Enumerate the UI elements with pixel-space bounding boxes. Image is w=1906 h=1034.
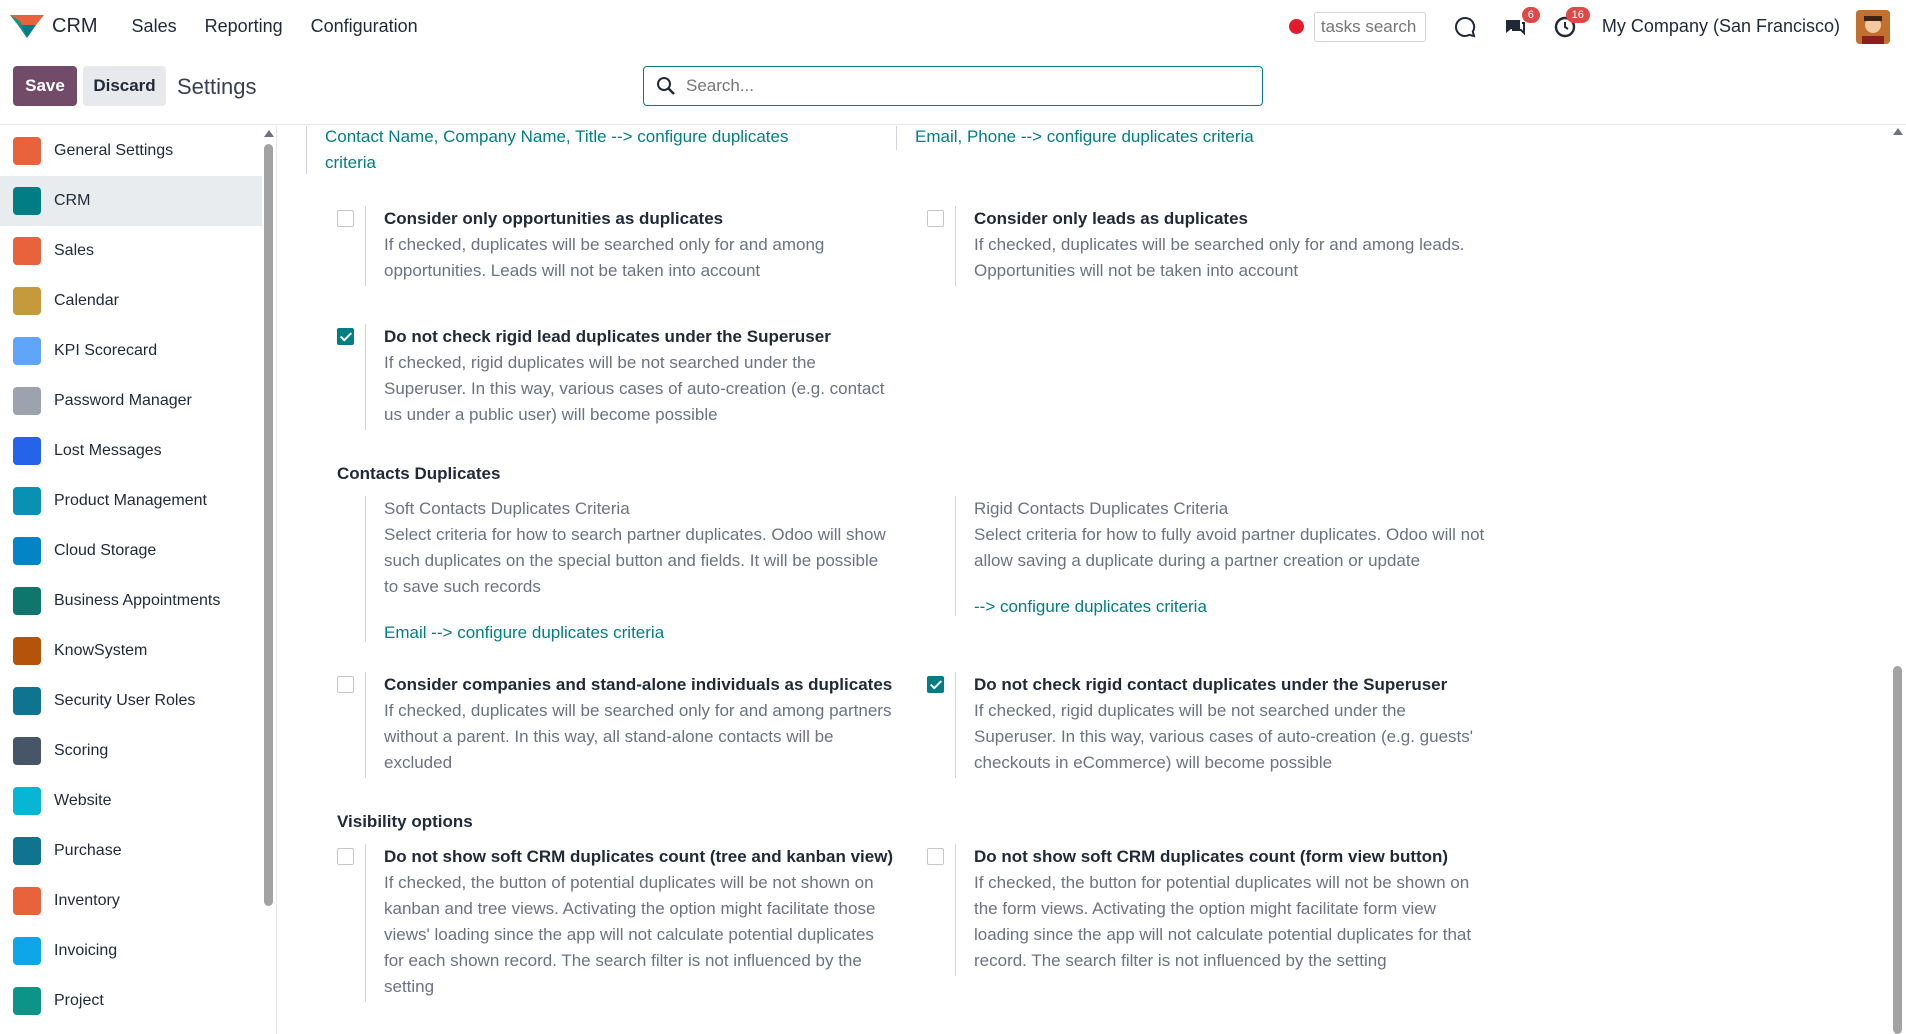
setting-companies-individuals [337, 672, 897, 778]
setting-title: Consider only leads as duplicates [974, 209, 1248, 228]
sidebar-scrollbar[interactable] [264, 144, 273, 906]
sidebar-item-scoring[interactable] [0, 726, 262, 776]
control-panel [0, 53, 1906, 125]
app-brand[interactable] [10, 0, 98, 53]
sidebar-item-label: Calendar [54, 292, 119, 309]
menu-reporting[interactable]: Reporting [204, 15, 283, 36]
settings-sidebar [0, 126, 277, 1034]
cloud-storage-icon [13, 537, 41, 565]
rigid-contacts-criteria-link[interactable]: --> configure duplicates criteria [974, 597, 1207, 616]
company-switcher[interactable]: My Company (San Francisco) [1601, 16, 1840, 36]
rigid-contact-superuser-checkbox[interactable] [927, 676, 944, 693]
soft-leads-criteria-link[interactable]: Contact Name, Company Name, Title --> configure duplicates criteria [325, 127, 789, 172]
knowsystem-icon [13, 637, 41, 665]
settings-search-box[interactable] [643, 66, 1263, 106]
settings-content [278, 126, 1906, 1034]
leads-only-checkbox[interactable] [927, 210, 944, 227]
sidebar-item-purchase[interactable] [0, 826, 262, 876]
purchase-icon [13, 837, 41, 865]
sidebar-item-label: Website [54, 792, 112, 809]
navbar-right [1289, 0, 1906, 53]
sidebar-item-crm[interactable] [0, 176, 262, 226]
sidebar-item-label: Business Appointments [54, 592, 221, 609]
sidebar-item-cloud-storage[interactable] [0, 526, 262, 576]
soft-leads-criteria-block [306, 126, 836, 174]
inventory-icon [13, 887, 41, 915]
sidebar-item-label: KnowSystem [54, 642, 148, 659]
setting-description: If checked, rigid duplicates will be not searched under the Superuser. In this way, various cases of auto-creation (e.g. guests' checkouts in eCommerce) will become possible [974, 701, 1474, 772]
sidebar-item-general-settings[interactable] [0, 126, 262, 176]
setting-description: If checked, duplicates will be searched only for and among opportunities. Leads will not be taken into account [384, 235, 825, 280]
crm-icon [13, 187, 41, 215]
setting-description: If checked, rigid duplicates will be not searched under the Superuser. In this way, various cases of auto-creation (e.g. contact us under a public user) will become possible [384, 353, 885, 424]
setting-leads-only [927, 206, 1487, 286]
sidebar-item-label: CRM [54, 192, 91, 209]
top-navbar [0, 0, 1906, 53]
calendar-icon [13, 287, 41, 315]
content-scroll-up-icon[interactable] [1893, 128, 1903, 135]
recording-dot-icon[interactable] [1289, 19, 1304, 34]
lost-messages-icon [13, 437, 41, 465]
sidebar-item-calendar[interactable] [0, 276, 262, 326]
menu-sales[interactable]: Sales [131, 15, 177, 36]
crm-logo-icon [10, 13, 44, 39]
setting-hide-form-button-count [927, 844, 1487, 976]
sidebar-item-label: Cloud Storage [54, 542, 157, 559]
sidebar-item-label: Product Management [54, 492, 207, 509]
sidebar-item-label: Password Manager [54, 392, 192, 409]
search-icon [656, 76, 676, 96]
sidebar-item-project[interactable] [0, 976, 262, 1026]
setting-description: If checked, the button of potential duplicates will be not shown on kanban and tree views. Activating the option might facilitate those views' loading since the app will not calculate potential duplicates for each shown record. The search filter is not influenced by the setting [384, 873, 876, 996]
settings-search-input[interactable] [686, 76, 1246, 96]
contacts-duplicates-heading: Contacts Duplicates [337, 464, 501, 483]
discuss-icon[interactable] [1452, 14, 1478, 40]
setting-title: Consider companies and stand-alone individuals as duplicates [384, 675, 893, 694]
sidebar-item-inventory[interactable] [0, 876, 262, 926]
messages-badge: 6 [1522, 7, 1540, 23]
sidebar-item-label: General Settings [54, 142, 174, 159]
sidebar-item-knowsystem[interactable] [0, 626, 262, 676]
setting-hide-tree-kanban-count [337, 844, 897, 1002]
companies-individuals-checkbox[interactable] [337, 676, 354, 693]
setting-title: Do not check rigid contact duplicates under the Superuser [974, 675, 1448, 694]
sidebar-item-kpi-scorecard[interactable] [0, 326, 262, 376]
setting-subtitle: Soft Contacts Duplicates Criteria [384, 499, 630, 518]
setting-description: If checked, duplicates will be searched only for and among leads. Opportunities will not be taken into account [974, 235, 1465, 280]
rigid-leads-criteria-link[interactable]: Email, Phone --> configure duplicates criteria [915, 127, 1254, 146]
setting-description: If checked, duplicates will be searched only for and among partners without a parent. In this way, all stand-alone contacts will be excluded [384, 701, 892, 772]
messages-icon[interactable] [1502, 8, 1534, 40]
setting-title: Consider only opportunities as duplicates [384, 209, 724, 228]
page-title: Settings [177, 74, 257, 99]
setting-description: Select criteria for how to search partner duplicates. Odoo will show such duplicates on the special button and fields. It will be possible to save such records [384, 525, 886, 596]
setting-rigid-contacts-criteria [927, 496, 1487, 616]
project-icon [13, 987, 41, 1015]
sidebar-item-label: Inventory [54, 892, 120, 909]
website-icon [13, 787, 41, 815]
user-avatar[interactable] [1856, 10, 1890, 44]
sidebar-item-security-user-roles[interactable] [0, 676, 262, 726]
menu-configuration[interactable]: Configuration [310, 15, 418, 36]
sidebar-scroll-up-icon[interactable] [264, 130, 274, 137]
sidebar-item-label: Lost Messages [54, 442, 162, 459]
setting-rigid-lead-superuser [337, 324, 897, 430]
tasks-search-input[interactable] [1314, 12, 1426, 42]
general-settings-icon [13, 137, 41, 165]
setting-description: Select criteria for how to fully avoid partner duplicates. Odoo will not allow saving a duplicate during a partner creation or update [974, 525, 1485, 570]
setting-rigid-contact-superuser [927, 672, 1487, 778]
top-menu [118, 16, 432, 37]
visibility-options-heading: Visibility options [337, 812, 473, 831]
content-scrollbar[interactable] [1893, 666, 1902, 1034]
product-management-icon [13, 487, 41, 515]
sidebar-item-business-appointments[interactable] [0, 576, 262, 626]
password-manager-icon [13, 387, 41, 415]
setting-opportunities-only [337, 206, 897, 286]
app-name: CRM [52, 14, 98, 37]
setting-description: If checked, the button for potential duplicates will not be shown on the form views. Activating the option might facilitate form view loading since the app will not calculate potential duplicates for that record. The search filter is not influenced by the setting [974, 873, 1472, 970]
security-user-roles-icon [13, 687, 41, 715]
sidebar-item-password-manager[interactable] [0, 376, 262, 426]
sidebar-item-label: KPI Scorecard [54, 342, 158, 359]
hide-form-button-count-checkbox[interactable] [927, 848, 944, 865]
setting-title: Do not show soft CRM duplicates count (form view button) [974, 847, 1449, 866]
rigid-lead-superuser-checkbox[interactable] [337, 328, 354, 345]
sidebar-item-label: Invoicing [54, 942, 118, 959]
hide-tree-kanban-count-checkbox[interactable] [337, 848, 354, 865]
setting-title: Do not show soft CRM duplicates count (tree and kanban view) [384, 847, 894, 866]
save-button[interactable]: Save [13, 66, 77, 106]
sidebar-item-label: Sales [54, 242, 95, 259]
sidebar-item-lost-messages[interactable] [0, 426, 262, 476]
soft-contacts-criteria-link[interactable]: Email --> configure duplicates criteria [384, 623, 665, 642]
sidebar-item-label: Purchase [54, 842, 122, 859]
sidebar-item-website[interactable] [0, 776, 262, 826]
sidebar-item-sales[interactable] [0, 226, 262, 276]
sidebar-item-label: Scoring [54, 742, 109, 759]
setting-title: Do not check rigid lead duplicates under the Superuser [384, 327, 831, 346]
business-appointments-icon [13, 587, 41, 615]
sidebar-item-invoicing[interactable] [0, 926, 262, 976]
sidebar-item-label: Security User Roles [54, 692, 196, 709]
sidebar-list [0, 126, 276, 1026]
activities-badge: 16 [1566, 7, 1590, 23]
opportunities-only-checkbox[interactable] [337, 210, 354, 227]
sidebar-item-label: Project [54, 992, 104, 1009]
discard-button[interactable]: Discard [83, 66, 166, 106]
rigid-leads-criteria-block [896, 126, 1426, 150]
invoicing-icon [13, 937, 41, 965]
sidebar-item-product-management[interactable] [0, 476, 262, 526]
sales-icon [13, 237, 41, 265]
setting-subtitle: Rigid Contacts Duplicates Criteria [974, 499, 1229, 518]
scoring-icon [13, 737, 41, 765]
kpi-scorecard-icon [13, 337, 41, 365]
activities-clock-icon[interactable] [1552, 8, 1584, 40]
